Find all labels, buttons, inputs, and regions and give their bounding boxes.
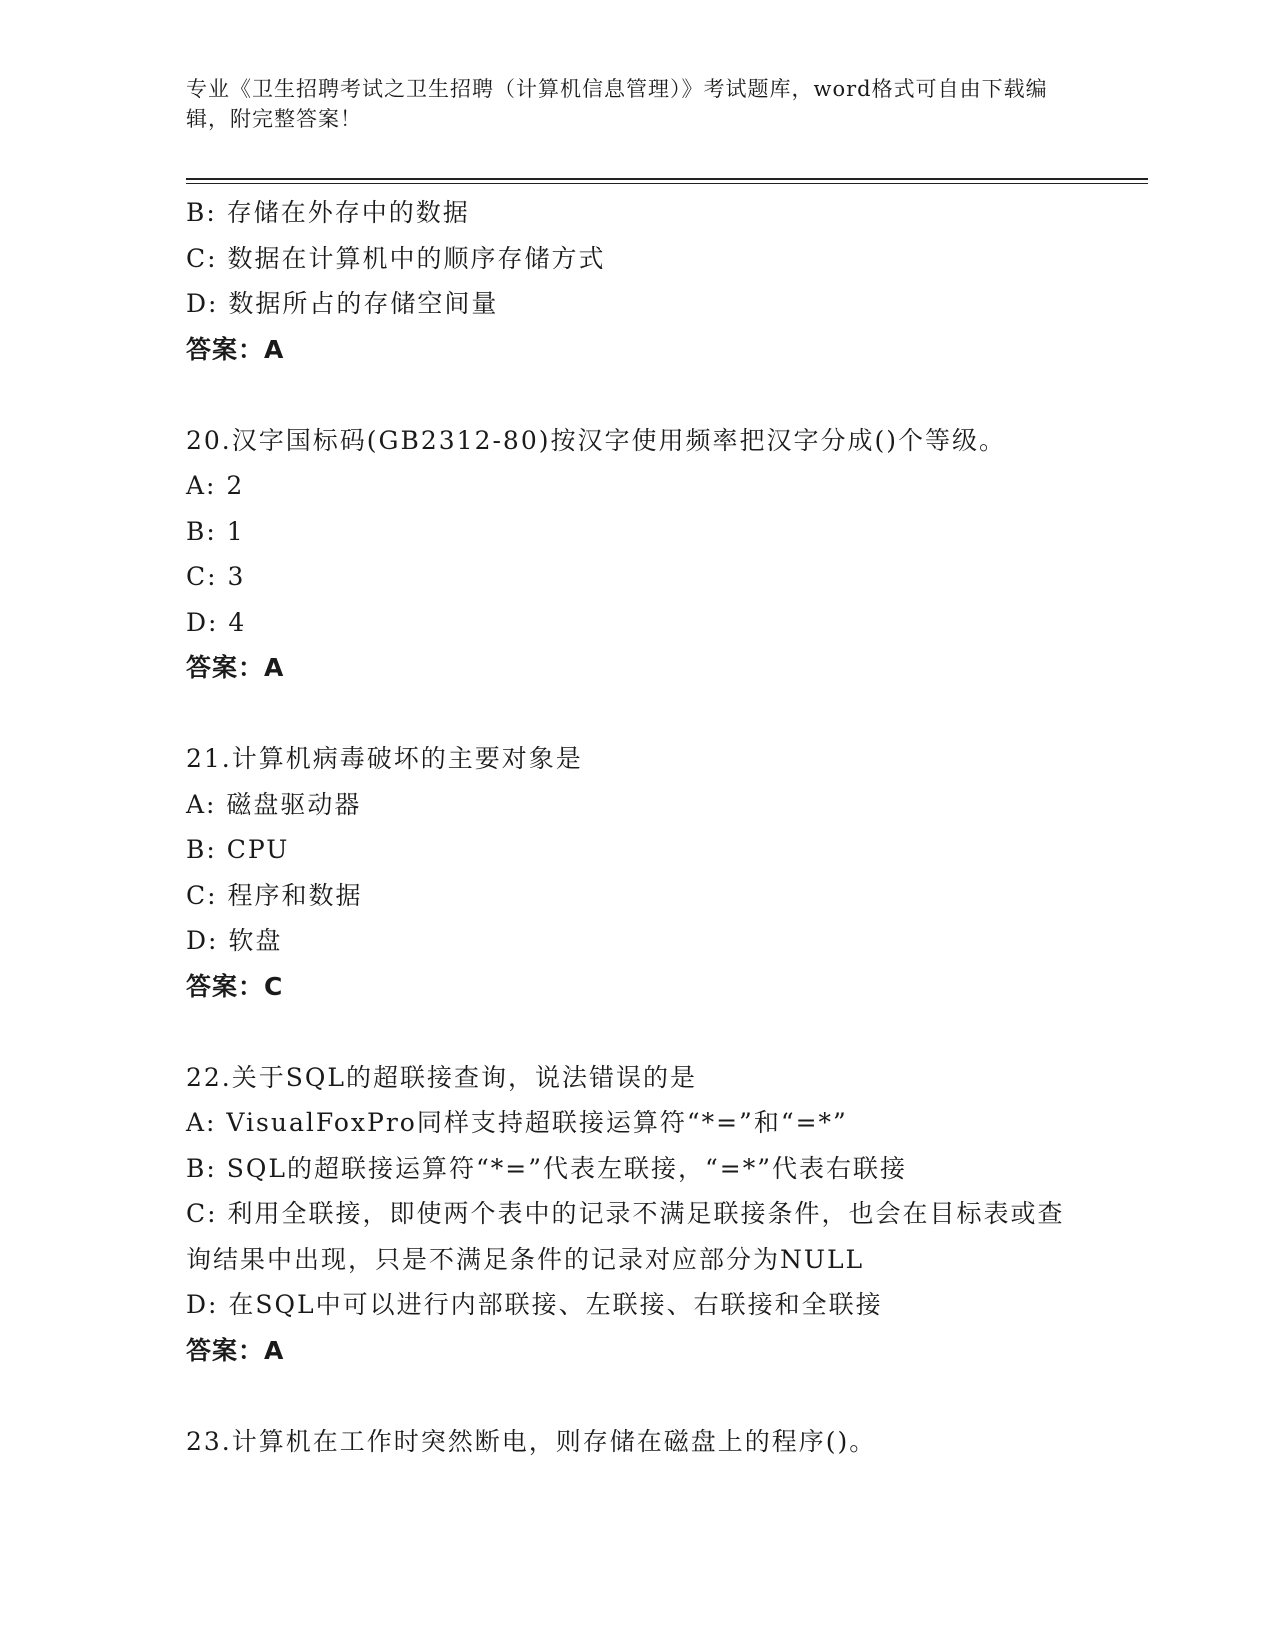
spacer	[186, 1373, 1086, 1419]
option-b: B: 存储在外存中的数据	[186, 198, 470, 227]
option-b: B: 1	[186, 516, 245, 546]
option-b: B: SQL的超联接运算符“*=”代表左联接，“=*”代表右联接	[186, 1153, 907, 1183]
question-23	[186, 1419, 1086, 1465]
document-header: 专业《卫生招聘考试之卫生招聘（计算机信息管理）》考试题库，word格式可自由下载编辑，附完整答案！	[186, 77, 1048, 131]
option-d: D: 在SQL中可以进行内部联接、左联接、右联接和全联接	[186, 1290, 883, 1319]
option-c: C: 3	[186, 562, 246, 591]
answer: 答案：A	[186, 653, 285, 682]
question-stem: 23.计算机在工作时突然断电，则存储在磁盘上的程序()。	[186, 1426, 877, 1456]
question-stem: 21.计算机病毒破坏的主要对象是	[186, 744, 583, 773]
question-22	[186, 1055, 1086, 1374]
question-20	[186, 418, 1086, 691]
question-19-continued	[186, 190, 1086, 372]
question-content	[186, 190, 1086, 1464]
option-c: C: 利用全联接，即使两个表中的记录不满足联接条件，也会在目标表或查询结果中出现，只是不满足条件的记录对应部分为NULL	[186, 1199, 1065, 1274]
option-c: C: 程序和数据	[186, 880, 363, 910]
option-d: D: 数据所占的存储空间量	[186, 289, 499, 318]
answer: 答案：A	[186, 1335, 285, 1365]
header-divider	[186, 178, 1148, 184]
question-21	[186, 736, 1086, 1009]
question-stem: 22.关于SQL的超联接查询，说法错误的是	[186, 1062, 697, 1092]
spacer	[186, 1009, 1086, 1055]
option-d: D: 4	[186, 607, 247, 637]
spacer	[186, 372, 1086, 418]
option-a: A: 磁盘驱动器	[186, 789, 362, 819]
option-d: D: 软盘	[186, 926, 283, 955]
answer: 答案：A	[186, 334, 285, 364]
answer: 答案：C	[186, 971, 284, 1001]
option-b: B: CPU	[186, 835, 290, 864]
spacer	[186, 691, 1086, 737]
question-stem: 20.汉字国标码(GB2312-80)按汉字使用频率把汉字分成()个等级。	[186, 425, 1006, 455]
option-a: A: 2	[186, 471, 245, 500]
option-c: C: 数据在计算机中的顺序存储方式	[186, 243, 606, 273]
option-a: A: VisualFoxPro同样支持超联接运算符“*=”和“=*”	[186, 1108, 848, 1137]
